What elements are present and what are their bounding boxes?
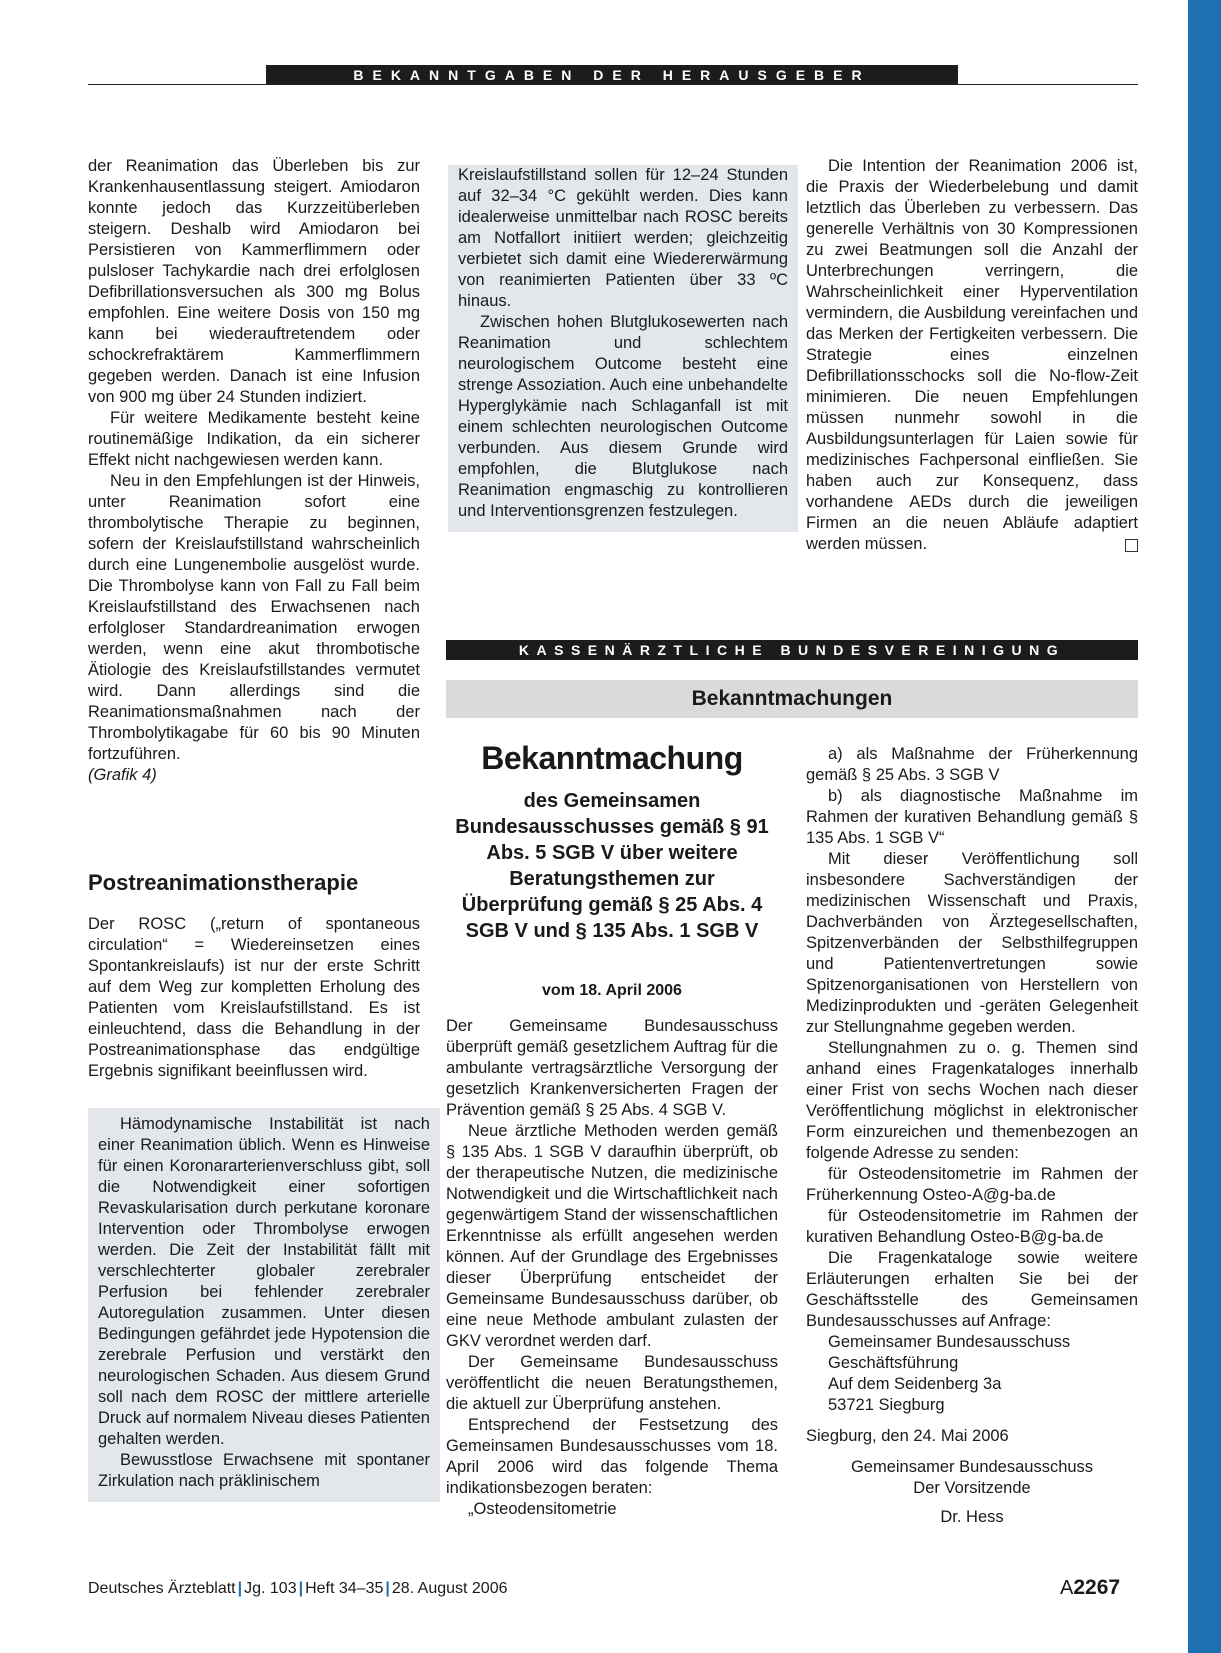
- kbv-paragraph-5: „Osteodensitometrie: [468, 1500, 617, 1518]
- col2-paragraph-2: Zwischen hohen Blutglukosewerten nach Reanimation und schlechtem neurologischem Outcome besteht eine strenge Assoziation. Auch eine unbehandelte Hyperglykämie nach Schlaganfall ist mit einem schlechten neurologischen Outcome verbunden. Aus diesem Grunde wird empfohlen, die Blutglukose nach Reanimation engmaschig zu kontrollieren und Interventionsgrenzen festzulegen.: [458, 313, 788, 520]
- section-bar-bekanntmachungen: Bekanntmachungen: [446, 680, 1138, 718]
- page-number: [1060, 1576, 1120, 1600]
- announcement-subtitle: des Gemeinsamen Bundesausschusses gemäß § 91 Abs. 5 SGB V über weitere Beratungsthemen zur Überprüfung gemäß § 25 Abs. 4 SGB V und § 135 Abs. 1 SGB V: [455, 790, 769, 942]
- grey-box-left: [88, 1108, 440, 1502]
- column-1: [88, 156, 420, 786]
- col3-paragraph-1: Die Intention der Reanimation 2006 ist, die Praxis der Wiederbelebung und damit letztlich das Überleben zu verbessern. Das generelle Verhältnis von 30 Kompressionen zu zwei Beatmungen soll die Anzahl der Unterbrechungen verringern, die Wahrscheinlichkeit einer Hyperventilation vermindern, die Ausbildung vereinfachen und das Merken der Fertigkeiten verbessern. Die Strategie eines einzelnen Defibrillationsschocks soll die No-flow-Zeit minimieren. Die neuen Empfehlungen müssen nunmehr sowohl in die Ausbildungsunterlagen für Laien sowie für medizinisches Fachpersonal einfließen. Sie haben auch zur Konsequenz, dass vorhandene AEDs durch die jeweiligen Firmen an die neuen Abläufe adaptiert werden müssen.: [806, 157, 1138, 553]
- page-number-value: 2267: [1073, 1576, 1121, 1599]
- footer: [88, 1580, 508, 1598]
- kbv-item-b: b) als diagnostische Maßnahme im Rahmen der kurativen Behandlung gemäß § 135 Abs. 1 SGB V“: [806, 787, 1138, 847]
- kbv-email-a: für Osteodensitometrie im Rahmen der Früherkennung Osteo-A@g-ba.de: [806, 1165, 1138, 1204]
- page-prefix: A: [1060, 1577, 1074, 1599]
- footer-separator: |: [237, 1580, 243, 1597]
- kbv-paragraph-2: Neue ärztliche Methoden werden gemäß § 135 Abs. 1 SGB V daraufhin überprüft, ob der therapeutische Nutzen, die medizinische Notwendigkeit und die Wirtschaftlichkeit nach gegenwärtigem Stand der wissenschaftlichen Erkenntnisse als erfüllt angesehen werden können. Auf der Grundlage des Ergebnisses dieser Überprüfung entscheidet der Gemeinsame Bundesausschuss darüber, ob eine neue Methode ambulant zulasten der GKV verordnet werden darf.: [446, 1122, 778, 1350]
- col1-paragraph-1: der Reanimation das Überleben bis zur Krankenhausentlassung steigert. Amiodaron konnte jedoch das Kurzzeitüberleben steigern. Deshalb wird Amiodaron bei Persistieren von Kammerflimmern oder pulsloser Tachykardie nach drei erfolglosen Defibrillationsversuchen als 300 mg Bolus empfohlen. Eine weitere Dosis von 150 mg kann bei wiederauftretendem oder schockrefraktärem Kammerflimmern gegeben werden. Danach ist eine Infusion von 900 mg über 24 Stunden indiziert.: [88, 157, 420, 406]
- address-line-2: Geschäftsführung: [828, 1354, 959, 1372]
- journal-date: 28. August 2006: [391, 1580, 508, 1597]
- kbv-item-a: a) als Maßnahme der Früherkennung gemäß § 25 Abs. 3 SGB V: [806, 745, 1138, 784]
- header-rule: [88, 84, 1138, 85]
- column-1-lower: [88, 914, 420, 1082]
- kbv-paragraph-7: Stellungnahmen zu o. g. Themen sind anhand eines Fragenkataloges innerhalb einer Frist von sechs Wochen nach dieser Veröffentlichung möglichst in elektronischer Form einzureichen und themenbezogen an folgende Adresse zu senden:: [806, 1039, 1138, 1162]
- col1-paragraph-3: Neu in den Empfehlungen ist der Hinweis, unter Reanimation sofort eine thrombolytische Therapie zu beginnen, sofern der Kreislaufstillstand wahrscheinlich durch eine Lungenembolie ausgelöst wurde. Die Thrombolyse kann von Fall zu Fall beim Kreislaufstillstand des Erwachsenen nach erfolgloser Standardreanimation erwogen werden, wenn eine akut thrombotische Ätiologie des Kreislaufstillstandes vermutet wird. Dann allerdings sind die Reanimationsmaßnahmen nach der Thrombolytikagabe für 60 bis 90 Minuten fortzuführen.: [88, 472, 420, 763]
- signature-role: Der Vorsitzende: [913, 1479, 1031, 1497]
- announcement-column-left: [446, 1016, 778, 1520]
- announcement-date: vom 18. April 2006: [542, 982, 682, 999]
- col2-paragraph-1: Kreislaufstillstand sollen für 12–24 Stunden auf 32–34 °C gekühlt werden. Dies kann idealerweise unmittelbar nach ROSC bereits am Notfallort initiiert werden; gleichzeitig verbietet sich damit eine Wiedererwärmung von reanimierten Patienten über 33 ºC hinaus.: [458, 166, 788, 310]
- signature-org: Gemeinsamer Bundesausschuss: [850, 1458, 1094, 1476]
- box-paragraph-2: Bewusstlose Erwachsene mit spontaner Zirkulation nach präklinischem: [98, 1451, 430, 1490]
- journal-name: Deutsches Ärzteblatt: [88, 1580, 236, 1597]
- kbv-paragraph-6: Mit dieser Veröffentlichung soll insbesondere Sachverständigen der medizinischen Wissenschaft und Praxis, Dachverbänden von Ärztegesellschaften, Spitzenverbänden der Selbsthilfegruppen und Patientenvertretungen sowie Spitzenorganisationen von Herstellern von Medizinprodukten und -geräten Gelegenheit zur Stellungnahme gegeben werden.: [806, 850, 1138, 1036]
- header-band: BEKANNTGABEN DER HERAUSGEBER: [266, 65, 958, 85]
- place-date: Siegburg, den 24. Mai 2006: [806, 1427, 1009, 1445]
- side-color-bar: [1188, 0, 1221, 1653]
- journal-issue: Heft 34–35: [305, 1580, 384, 1597]
- announcement-title: Bekanntmachung: [481, 740, 743, 776]
- kbv-paragraph-8: Die Fragenkataloge sowie weitere Erläuterungen erhalten Sie bei der Geschäftsstelle des Gemeinsamen Bundesausschusses auf Anfrage:: [806, 1249, 1138, 1330]
- journal-volume: Jg. 103: [244, 1580, 297, 1597]
- kbv-paragraph-4: Entsprechend der Festsetzung des Gemeinsamen Bundesausschusses vom 18. April 2006 wird das folgende Thema indikationsbezogen beraten:: [446, 1416, 778, 1497]
- col1-paragraph-2: Für weitere Medikamente besteht keine routinemäßige Indikation, da ein sicherer Effekt nicht nachgewiesen werden kann.: [88, 409, 420, 469]
- col1-paragraph-4: Der ROSC („return of spontaneous circulation“ = Wiedereinsetzen eines Spontankreislaufs) ist nur der erste Schritt auf dem Weg zur kompletten Erholung des Patienten vom Kreislaufstillstand. Es ist einleuchtend, dass die Behandlung in der Postreanimationsphase das endgültige Ergebnis signifikant beeinflussen wird.: [88, 915, 420, 1080]
- kbv-paragraph-3: Der Gemeinsame Bundesausschuss veröffentlicht die neuen Beratungsthemen, die aktuell zur Überprüfung anstehen.: [446, 1353, 778, 1413]
- announcement-column-right: [806, 744, 1138, 1528]
- signature-name: Dr. Hess: [940, 1508, 1004, 1526]
- address-line-3: Auf dem Seidenberg 3a: [828, 1375, 1002, 1393]
- kbv-paragraph-1: Der Gemeinsame Bundesausschuss überprüft gemäß gesetzlichem Auftrag für die ambulante vertragsärztliche Versorgung der gesetzlich Krankenversicherten Fragen der Prävention gemäß § 25 Abs. 4 SGB V.: [446, 1017, 778, 1119]
- address-line-4: 53721 Siegburg: [828, 1396, 945, 1414]
- address-line-1: Gemeinsamer Bundesausschuss: [828, 1333, 1071, 1351]
- footer-separator: |: [298, 1580, 304, 1597]
- kbv-band: KASSENÄRZTLICHE BUNDESVEREINIGUNG: [446, 640, 1138, 660]
- section-heading-postreanimation: Postreanimationstherapie: [88, 870, 359, 895]
- footer-separator: |: [385, 1580, 390, 1597]
- column-3: [806, 156, 1138, 555]
- grey-box-middle: [448, 165, 798, 532]
- end-mark-icon: [1125, 539, 1138, 552]
- figure-reference: (Grafik 4): [88, 766, 157, 784]
- box-paragraph-1: Hämodynamische Instabilität ist nach einer Reanimation üblich. Wenn es Hinweise für einen Koronararterienverschluss gibt, soll die Notwendigkeit einer sofortigen Revaskularisation durch perkutane koronare Intervention oder Thrombolyse erwogen werden. Die Zeit der Instabilität fällt mit verschlechterter globaler zerebraler Perfusion bei fehlender zerebraler Autoregulation zusammen. Unter diesen Bedingungen gefährdet jede Hypotension die zerebrale Perfusion und verstärkt den neurologischen Schaden. Aus diesem Grund soll nach dem ROSC der mittlere arterielle Druck auf normalem Niveau dieses Patienten gehalten werden.: [98, 1115, 430, 1448]
- kbv-email-b: für Osteodensitometrie im Rahmen der kurativen Behandlung Osteo-B@g-ba.de: [806, 1207, 1138, 1246]
